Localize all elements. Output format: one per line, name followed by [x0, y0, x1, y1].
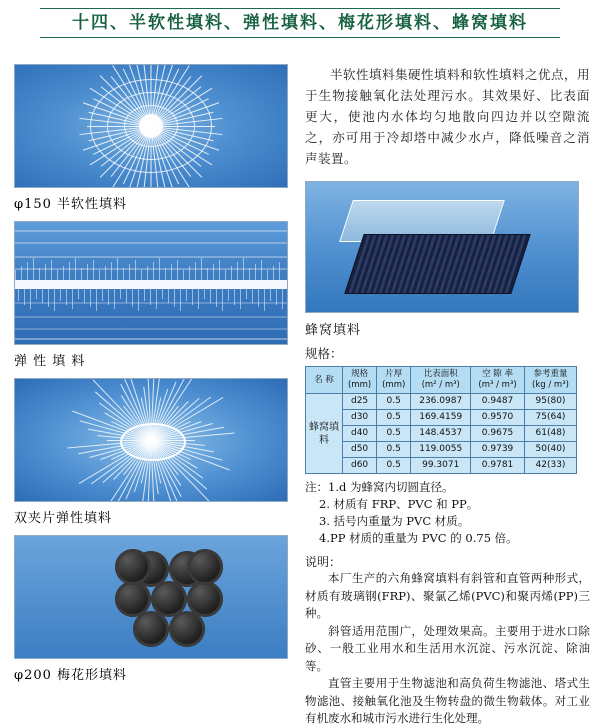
cell-area: 236.0987 [411, 394, 471, 410]
cell-void: 0.9781 [471, 458, 525, 474]
fiber [159, 258, 160, 280]
fiber [279, 262, 280, 280]
explanation-paragraph-1: 本厂生产的六角蜂窝填料有斜管和直管两种形式，材质有玻璃钢(FRP)、聚氯乙烯(PVC)和聚丙烯(PP)三种。 [305, 571, 590, 620]
left-photo-column [14, 64, 289, 692]
fiber [240, 289, 241, 309]
fiber [228, 289, 229, 301]
fiber [90, 289, 91, 307]
cell-thickness: 0.5 [377, 410, 411, 426]
fiber [174, 289, 175, 307]
cell-area: 169.4159 [411, 410, 471, 426]
fiber [33, 258, 34, 280]
tube [133, 611, 169, 647]
cell-product-name: 蜂窝填料 [306, 394, 343, 474]
photo-semi-soft-filler [14, 64, 288, 188]
fiber [246, 289, 247, 299]
table-row [306, 410, 577, 426]
explanation-body [305, 570, 590, 728]
note-1: 注：1.d 为蜂窝内切圆直径。 [305, 480, 454, 494]
caption-plum-blossom: φ200 梅花形填料 [14, 668, 128, 683]
fiber [270, 289, 271, 301]
fiber [81, 268, 82, 280]
table-row [306, 394, 577, 410]
strand [15, 302, 287, 304]
fiber [120, 289, 121, 299]
fiber [213, 264, 214, 280]
fiber [147, 266, 148, 280]
title-rule-top [40, 8, 560, 9]
strand [15, 268, 287, 270]
fiber [234, 289, 235, 305]
strand [15, 338, 287, 340]
cell-void: 0.9675 [471, 426, 525, 442]
cell-spec: d30 [343, 410, 377, 426]
fiber [282, 289, 283, 309]
fiber [60, 289, 61, 301]
fiber [42, 289, 43, 303]
fiber [201, 258, 202, 280]
spec-table [305, 366, 577, 474]
cell-void: 0.9487 [471, 394, 525, 410]
cell-area: 99.3071 [411, 458, 471, 474]
fiber [276, 289, 277, 305]
fiber [165, 268, 166, 280]
caption-elastic: 弹 性 填 料 [14, 354, 86, 369]
fiber [186, 289, 187, 301]
fiber [15, 270, 16, 280]
tube [169, 611, 205, 647]
spec-table-body [306, 394, 577, 474]
fiber [99, 270, 100, 280]
photo-honeycomb-filler [305, 181, 579, 313]
cell-void: 0.9570 [471, 410, 525, 426]
fiber [141, 270, 142, 280]
tube-bundle-graphic [91, 545, 211, 649]
fiber [225, 270, 226, 280]
fiber [105, 266, 106, 280]
tube [115, 549, 151, 585]
table-row [306, 426, 577, 442]
photo-elastic-filler [14, 221, 288, 345]
fiber [231, 266, 232, 280]
fiber [51, 260, 52, 280]
fiber [192, 289, 193, 305]
fiber [261, 260, 262, 280]
tube [187, 549, 223, 585]
strand [15, 242, 287, 244]
fiber [150, 289, 151, 305]
fiber [123, 268, 124, 280]
fiber [144, 289, 145, 301]
fiber [114, 289, 115, 309]
fiber [78, 289, 79, 299]
fiber [69, 262, 70, 280]
strand [15, 328, 287, 330]
fiber [75, 258, 76, 280]
fiber [87, 264, 88, 280]
fiber [162, 289, 163, 299]
fiber [189, 266, 190, 280]
photo-block-semi-soft [14, 64, 289, 212]
fiber [183, 270, 184, 280]
fiber [96, 289, 97, 311]
strand [15, 230, 287, 232]
strand [15, 316, 287, 318]
fiber [198, 289, 199, 309]
right-content-column [305, 64, 590, 728]
caption-double-clip: 双夹片弹性填料 [14, 511, 113, 526]
fiber [180, 289, 181, 311]
fiber [177, 260, 178, 280]
fiber [24, 289, 25, 305]
cell-void: 0.9739 [471, 442, 525, 458]
fiber [252, 289, 253, 303]
fiber [249, 268, 250, 280]
spec-table-header-row [306, 367, 577, 394]
photo-double-clip-filler [14, 378, 288, 502]
title-text: 十四、半软性填料、弹性填料、梅花形填料、蜂窝填料 [72, 13, 528, 33]
spec-table-head [306, 367, 577, 394]
photo-block-plum-blossom [14, 535, 289, 683]
fiber [243, 258, 244, 280]
cell-thickness: 0.5 [377, 458, 411, 474]
caption-semi-soft: φ150 半软性填料 [14, 197, 128, 212]
note-4: 4.PP 材质的重量为 PVC 的 0.75 倍。 [319, 531, 518, 545]
fiber [195, 262, 196, 280]
fiber [126, 289, 127, 303]
photo-plum-blossom-filler [14, 535, 288, 659]
caption-honeycomb: 蜂窝填料 [305, 323, 362, 338]
fiber [207, 268, 208, 280]
fiber [117, 258, 118, 280]
explanation-paragraph-3: 直管主要用于生物滤池和高负荷生物滤池、塔式生物滤池、接触氧化池及生物转盘的微生物载体。对工业有机废水和城市污水进行生化处理。 [305, 676, 590, 725]
fiber [72, 289, 73, 309]
explanation-paragraph-2: 斜管适用范围广，处理效果高。主要用于进水口除砂、一般工业用水和生活用水沉淀、污水沉淀、除油等。 [305, 623, 590, 673]
th-void-ratio: 空 隙 率 (m³ / m³) [471, 367, 525, 394]
fiber [264, 289, 265, 311]
fiber [102, 289, 103, 301]
cell-thickness: 0.5 [377, 394, 411, 410]
th-name: 名 称 [306, 367, 343, 394]
fiber [156, 289, 157, 309]
fiber [45, 264, 46, 280]
fiber [111, 262, 112, 280]
fiber [153, 262, 154, 280]
cell-thickness: 0.5 [377, 442, 411, 458]
fiber [273, 266, 274, 280]
th-thickness: 片厚 (mm) [377, 367, 411, 394]
cell-spec: d50 [343, 442, 377, 458]
table-row [306, 442, 577, 458]
cell-weight: 95(80) [524, 394, 576, 410]
fiber [66, 289, 67, 305]
cell-spec: d60 [343, 458, 377, 474]
photo-block-double-clip [14, 378, 289, 526]
honeycomb-bottom-slab [344, 234, 530, 294]
cell-weight: 42(33) [524, 458, 576, 474]
fiber [21, 266, 22, 280]
cell-area: 148.4537 [411, 426, 471, 442]
hub [139, 114, 163, 138]
photo-block-elastic [14, 221, 289, 369]
fiber [210, 289, 211, 303]
fiber [135, 260, 136, 280]
strand [15, 256, 287, 258]
cell-thickness: 0.5 [377, 426, 411, 442]
fiber [219, 260, 220, 280]
fiber [39, 268, 40, 280]
table-notes [305, 479, 590, 547]
cell-weight: 75(64) [524, 410, 576, 426]
fiber [84, 289, 85, 303]
intro-paragraph: 半软性填料集硬性填料和软性填料之优点，用于生物接触氧化法处理污水。其效果好、比表面更大，使池内水体均匀地散向四边并以空隙流之，亦可用于冷却塔中减少水卢，降低噪音之消声装置。 [305, 67, 591, 166]
fiber [27, 262, 28, 280]
note-2: 2. 材质有 FRP、PVC 和 PP。 [319, 497, 479, 511]
fiber [204, 289, 205, 299]
cell-spec: d25 [343, 394, 377, 410]
radial-disc-graphic [76, 68, 226, 184]
fiber [48, 289, 49, 307]
fiber [216, 289, 217, 307]
fiber [138, 289, 139, 311]
note-3: 3. 括号内重量为 PVC 材质。 [319, 514, 470, 528]
fiber [18, 289, 19, 301]
page-title [0, 8, 600, 38]
th-weight: 参考重量 (kg / m³) [524, 367, 576, 394]
fiber [57, 270, 58, 280]
th-spec: 规格 (mm) [343, 367, 377, 394]
fiber [168, 289, 169, 303]
fiber [237, 262, 238, 280]
fiber [63, 266, 64, 280]
fiber [222, 289, 223, 311]
cell-area: 119.0055 [411, 442, 471, 458]
cell-weight: 50(40) [524, 442, 576, 458]
spec-label: 规格： [305, 346, 343, 361]
cell-spec: d40 [343, 426, 377, 442]
cell-weight: 61(48) [524, 426, 576, 442]
explanation-title: 说明： [305, 555, 342, 569]
fiber [54, 289, 55, 311]
fiber [171, 264, 172, 280]
table-row [306, 458, 577, 474]
fiber [93, 260, 94, 280]
fiber [258, 289, 259, 307]
fiber [36, 289, 37, 299]
th-specific-area: 比表面积 (m² / m³) [411, 367, 471, 394]
fiber [108, 289, 109, 305]
fiber [132, 289, 133, 307]
fiber [267, 270, 268, 280]
fiber [255, 264, 256, 280]
fiber [30, 289, 31, 309]
core-strand [15, 280, 287, 289]
fiber [129, 264, 130, 280]
title-rule-bottom [40, 37, 560, 38]
